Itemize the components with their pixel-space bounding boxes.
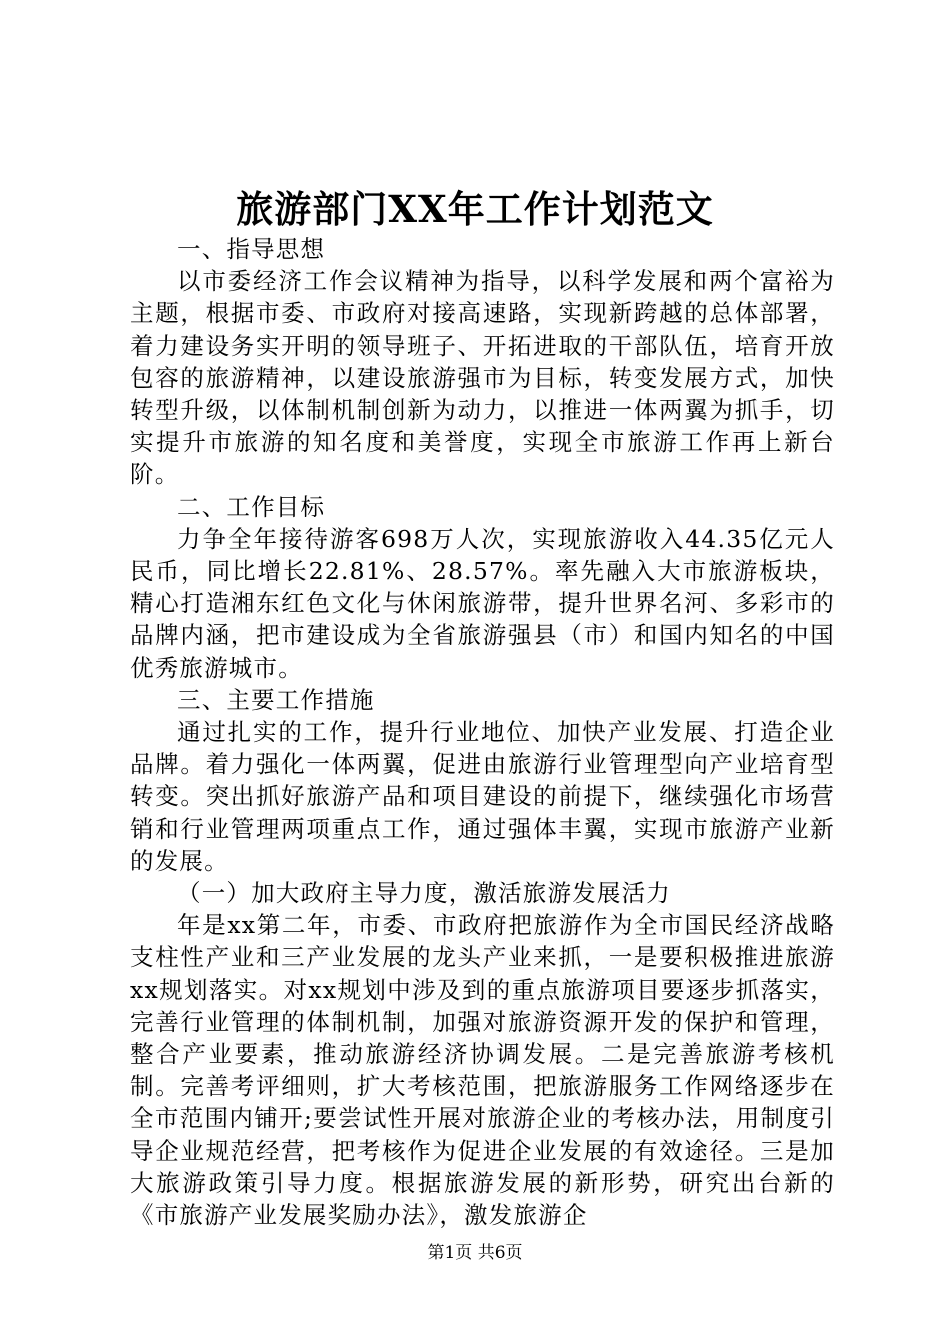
subsection-heading-1: （一）加大政府主导力度，激活旅游发展活力 xyxy=(177,879,671,908)
paragraph-main-measures: 通过扎实的工作，提升行业地位、加快产业发展、打造企业品牌。着力强化一体两翼，促进由旅游行业管理型向产业培育型转变。突出抓好旅游产品和项目建设的前提下，继续强化市场营销和行业管理两项重点工作，通过强体丰翼，实现市旅游产业新的发展。 xyxy=(130,718,835,875)
section-heading-2: 二、工作目标 xyxy=(177,492,326,521)
paragraph-guiding-thought: 以市委经济工作会议精神为指导，以科学发展和两个富裕为主题，根据市委、市政府对接高速路，实现新跨越的总体部署，着力建设务实开明的领导班子、开拓进取的干部队伍，培育开放包容的旅游精神，以建设旅游强市为目标，转变发展方式，加快转型升级，以体制机制创新为动力，以推进一体两翼为抓手，切实提升市旅游的知名度和美誉度，实现全市旅游工作再上新台阶。 xyxy=(130,267,835,489)
document-body xyxy=(130,233,835,1231)
paragraph-work-goals: 力争全年接待游客698万人次，实现旅游收入44.35亿元人民币，同比增长22.81%、28.57%。率先融入大市旅游板块，精心打造湘东红色文化与休闲旅游带，提升世界名河、多彩市的品牌内涵，把市建设成为全省旅游强县（市）和国内知名的中国优秀旅游城市。 xyxy=(130,524,835,682)
document-title: 旅游部门XX年工作计划范文 xyxy=(236,187,714,231)
page-footer: 第1页 共6页 xyxy=(427,1243,523,1263)
paragraph-government-role: 年是xx第二年，市委、市政府把旅游作为全市国民经济战略支柱性产业和三产业发展的龙头产业来抓，一是要积极推进旅游xx规划落实。对xx规划中涉及到的重点旅游项目要逐步抓落实，完善行业管理的体制机制，加强对旅游资源开发的保护和管理，整合产业要素，推动旅游经济协调发展。二是完善旅游考核机制。完善考评细则，扩大考核范围，把旅游服务工作网络逐步在全市范围内铺开;要尝试性开展对旅游企业的考核办法，用制度引导企业规范经营，把考核作为促进企业发展的有效途径。三是加大旅游政策引导力度。根据旅游发展的新形势，研究出台新的《市旅游产业发展奖励办法》，激发旅游企 xyxy=(130,911,835,1230)
section-heading-3: 三、主要工作措施 xyxy=(177,685,375,714)
section-heading-1: 一、指导思想 xyxy=(177,235,326,263)
